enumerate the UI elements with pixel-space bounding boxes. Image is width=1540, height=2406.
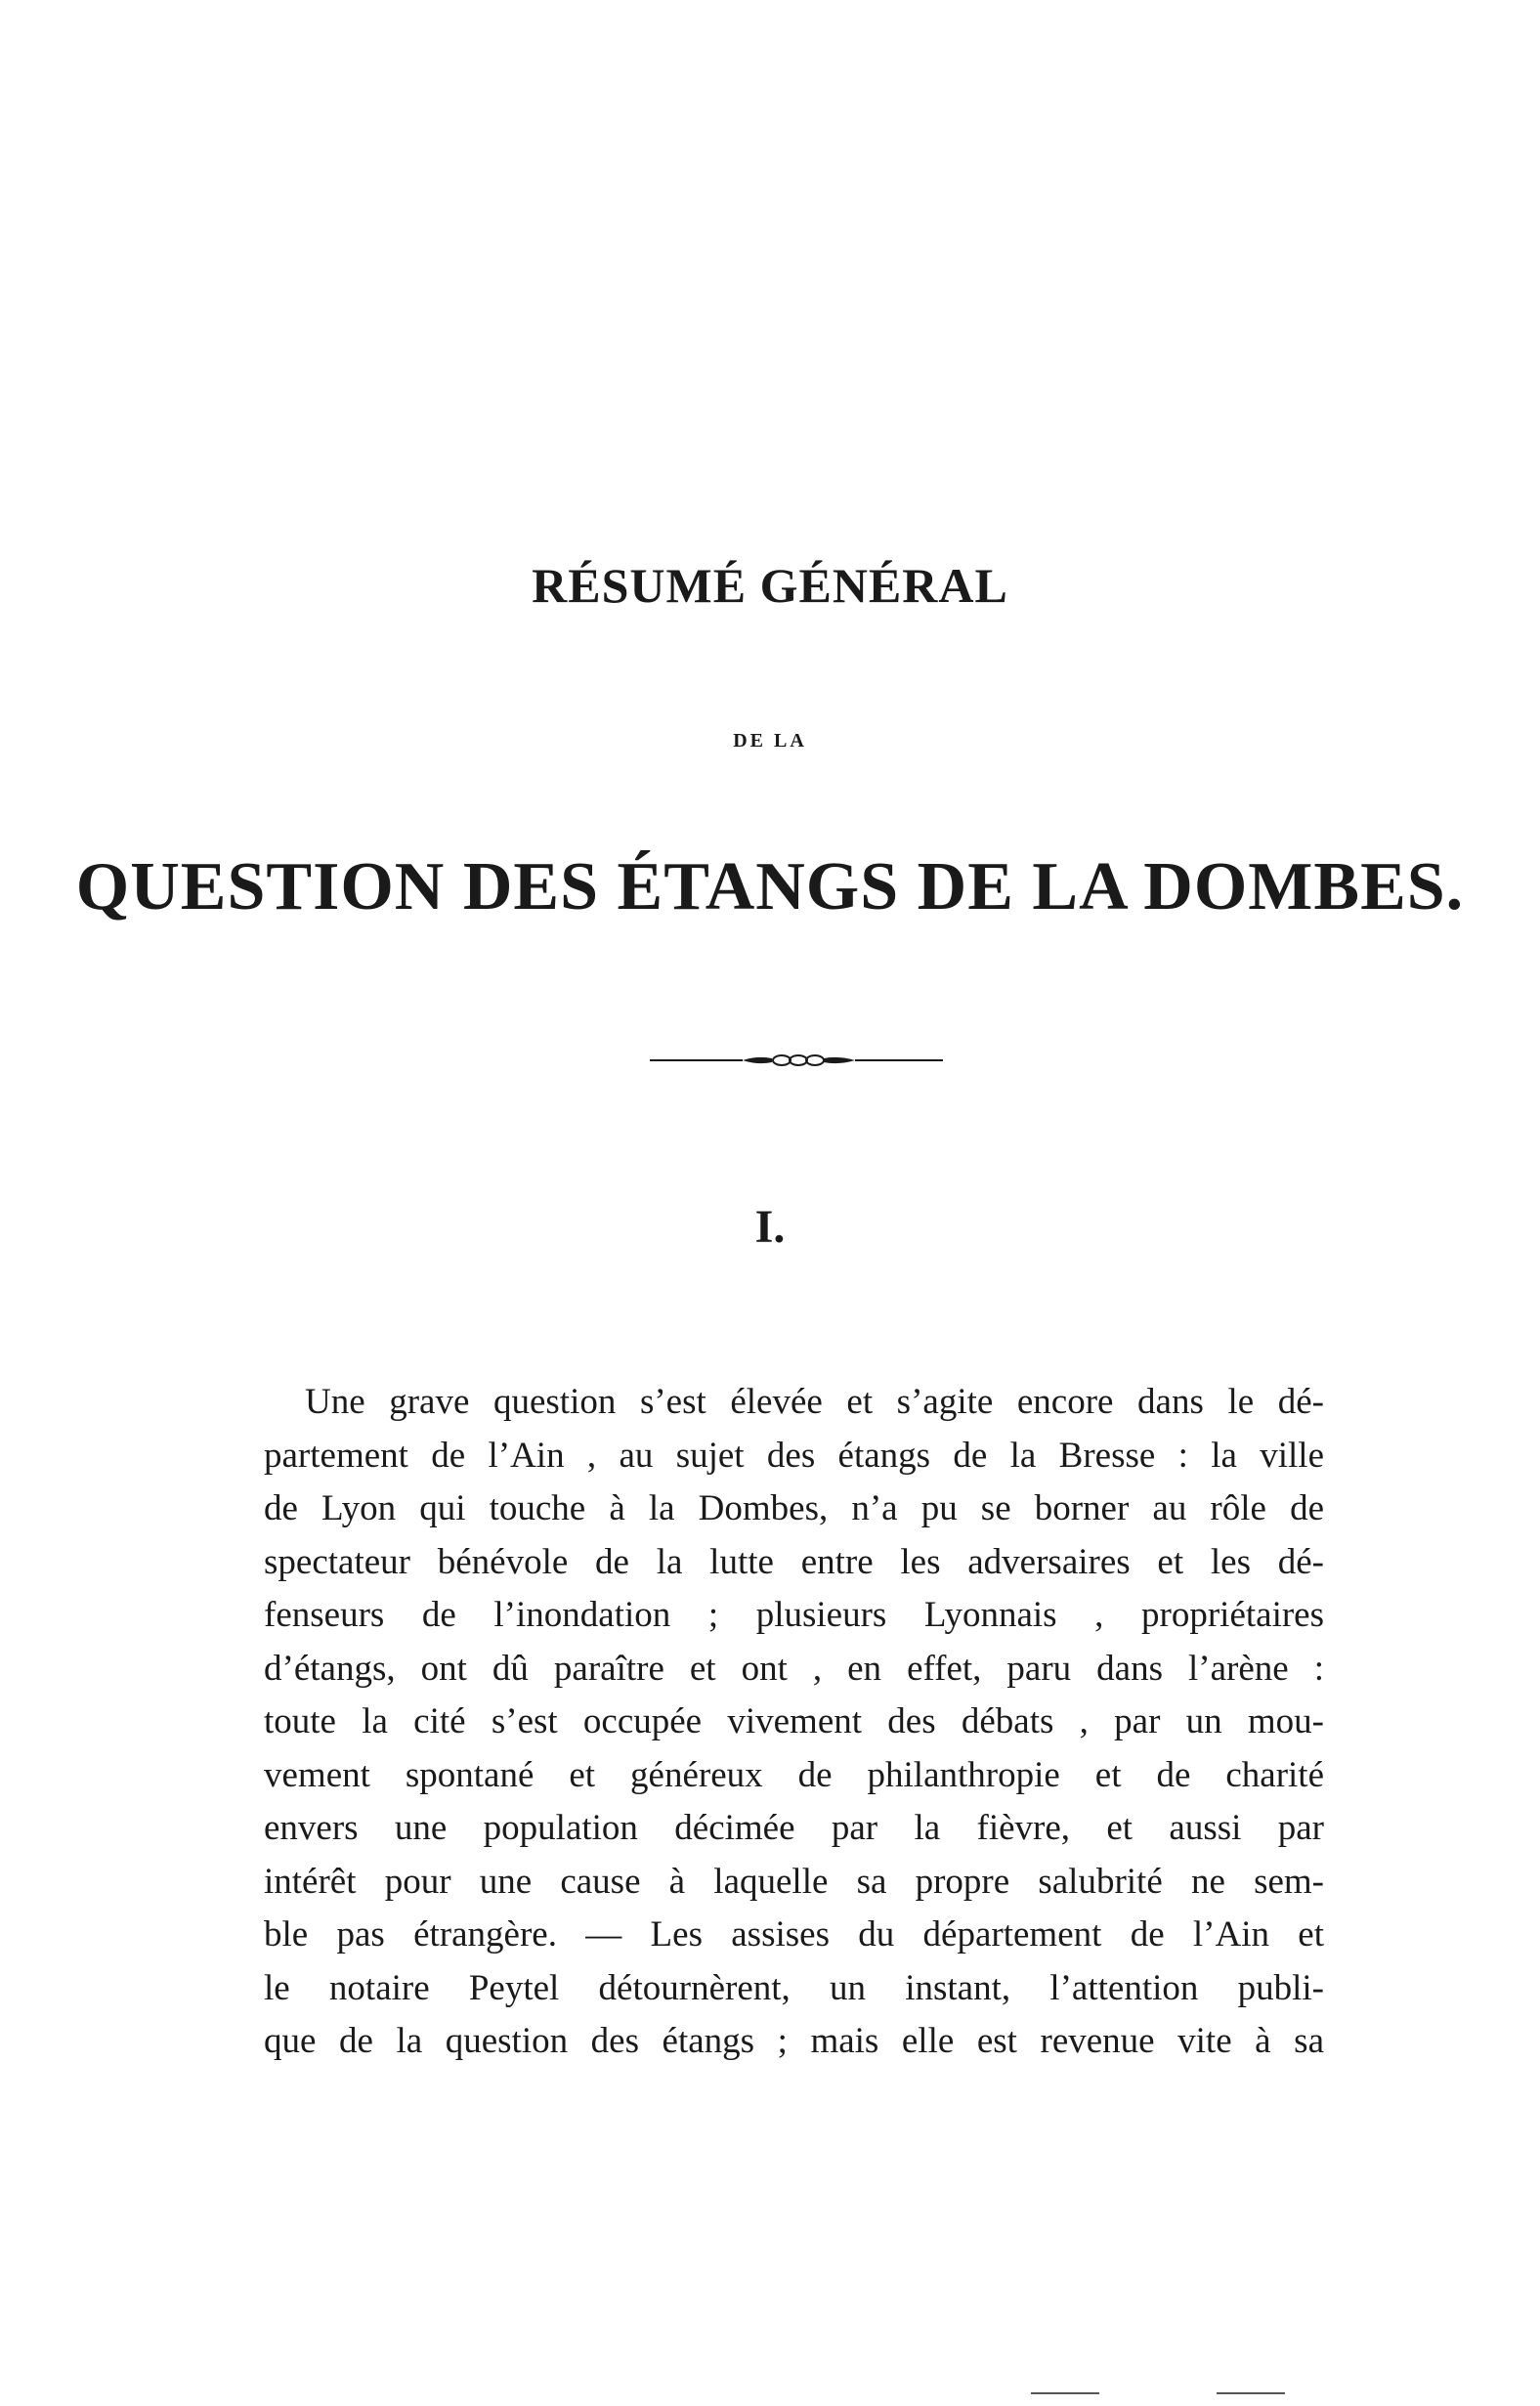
body-line: vement spontané et généreux de philanthropie et de charité xyxy=(264,1754,1324,1795)
decorative-rule-ornament xyxy=(650,1046,943,1075)
footer-scan-mark xyxy=(1031,2392,1099,2394)
body-line: d’étangs, ont dû paraître et ont , en effet, paru dans l’arène : xyxy=(264,1648,1324,1689)
body-line: intérêt pour une cause à laquelle sa propre salubrité ne sem- xyxy=(264,1861,1324,1902)
title-line-question-des-etangs: QUESTION DES ÉTANGS DE LA DOMBES. xyxy=(75,849,1465,924)
title-line-de-la: DE LA xyxy=(733,730,807,752)
body-line: de Lyon qui touche à la Dombes, n’a pu se borner au rôle de xyxy=(264,1488,1324,1528)
body-line: que de la question des étangs ; mais elle est revenue vite à sa xyxy=(264,2021,1324,2061)
title-line-resume-general: RÉSUMÉ GÉNÉRAL xyxy=(532,558,1008,613)
body-line: spectateur bénévole de la lutte entre les adversaires et les dé- xyxy=(264,1541,1324,1582)
body-line: fenseurs de l’inondation ; plusieurs Lyonnais , propriétaires xyxy=(264,1595,1324,1635)
body-line: toute la cité s’est occupée vivement des débats , par un mou- xyxy=(264,1701,1324,1741)
body-paragraph xyxy=(264,1376,1324,2069)
body-line: partement de l’Ain , au sujet des étangs de la Bresse : la ville xyxy=(264,1435,1324,1476)
section-number: I. xyxy=(754,1201,786,1253)
body-line: Une grave question s’est élevée et s’agite encore dans le dé- xyxy=(305,1382,1324,1422)
body-line: le notaire Peytel détournèrent, un instant, l’attention publi- xyxy=(264,1967,1324,2008)
body-line: ble pas étrangère. — Les assises du département de l’Ain et xyxy=(264,1914,1324,1955)
body-line: envers une population décimée par la fièvre, et aussi par xyxy=(264,1808,1324,1848)
footer-scan-mark xyxy=(1217,2392,1285,2394)
